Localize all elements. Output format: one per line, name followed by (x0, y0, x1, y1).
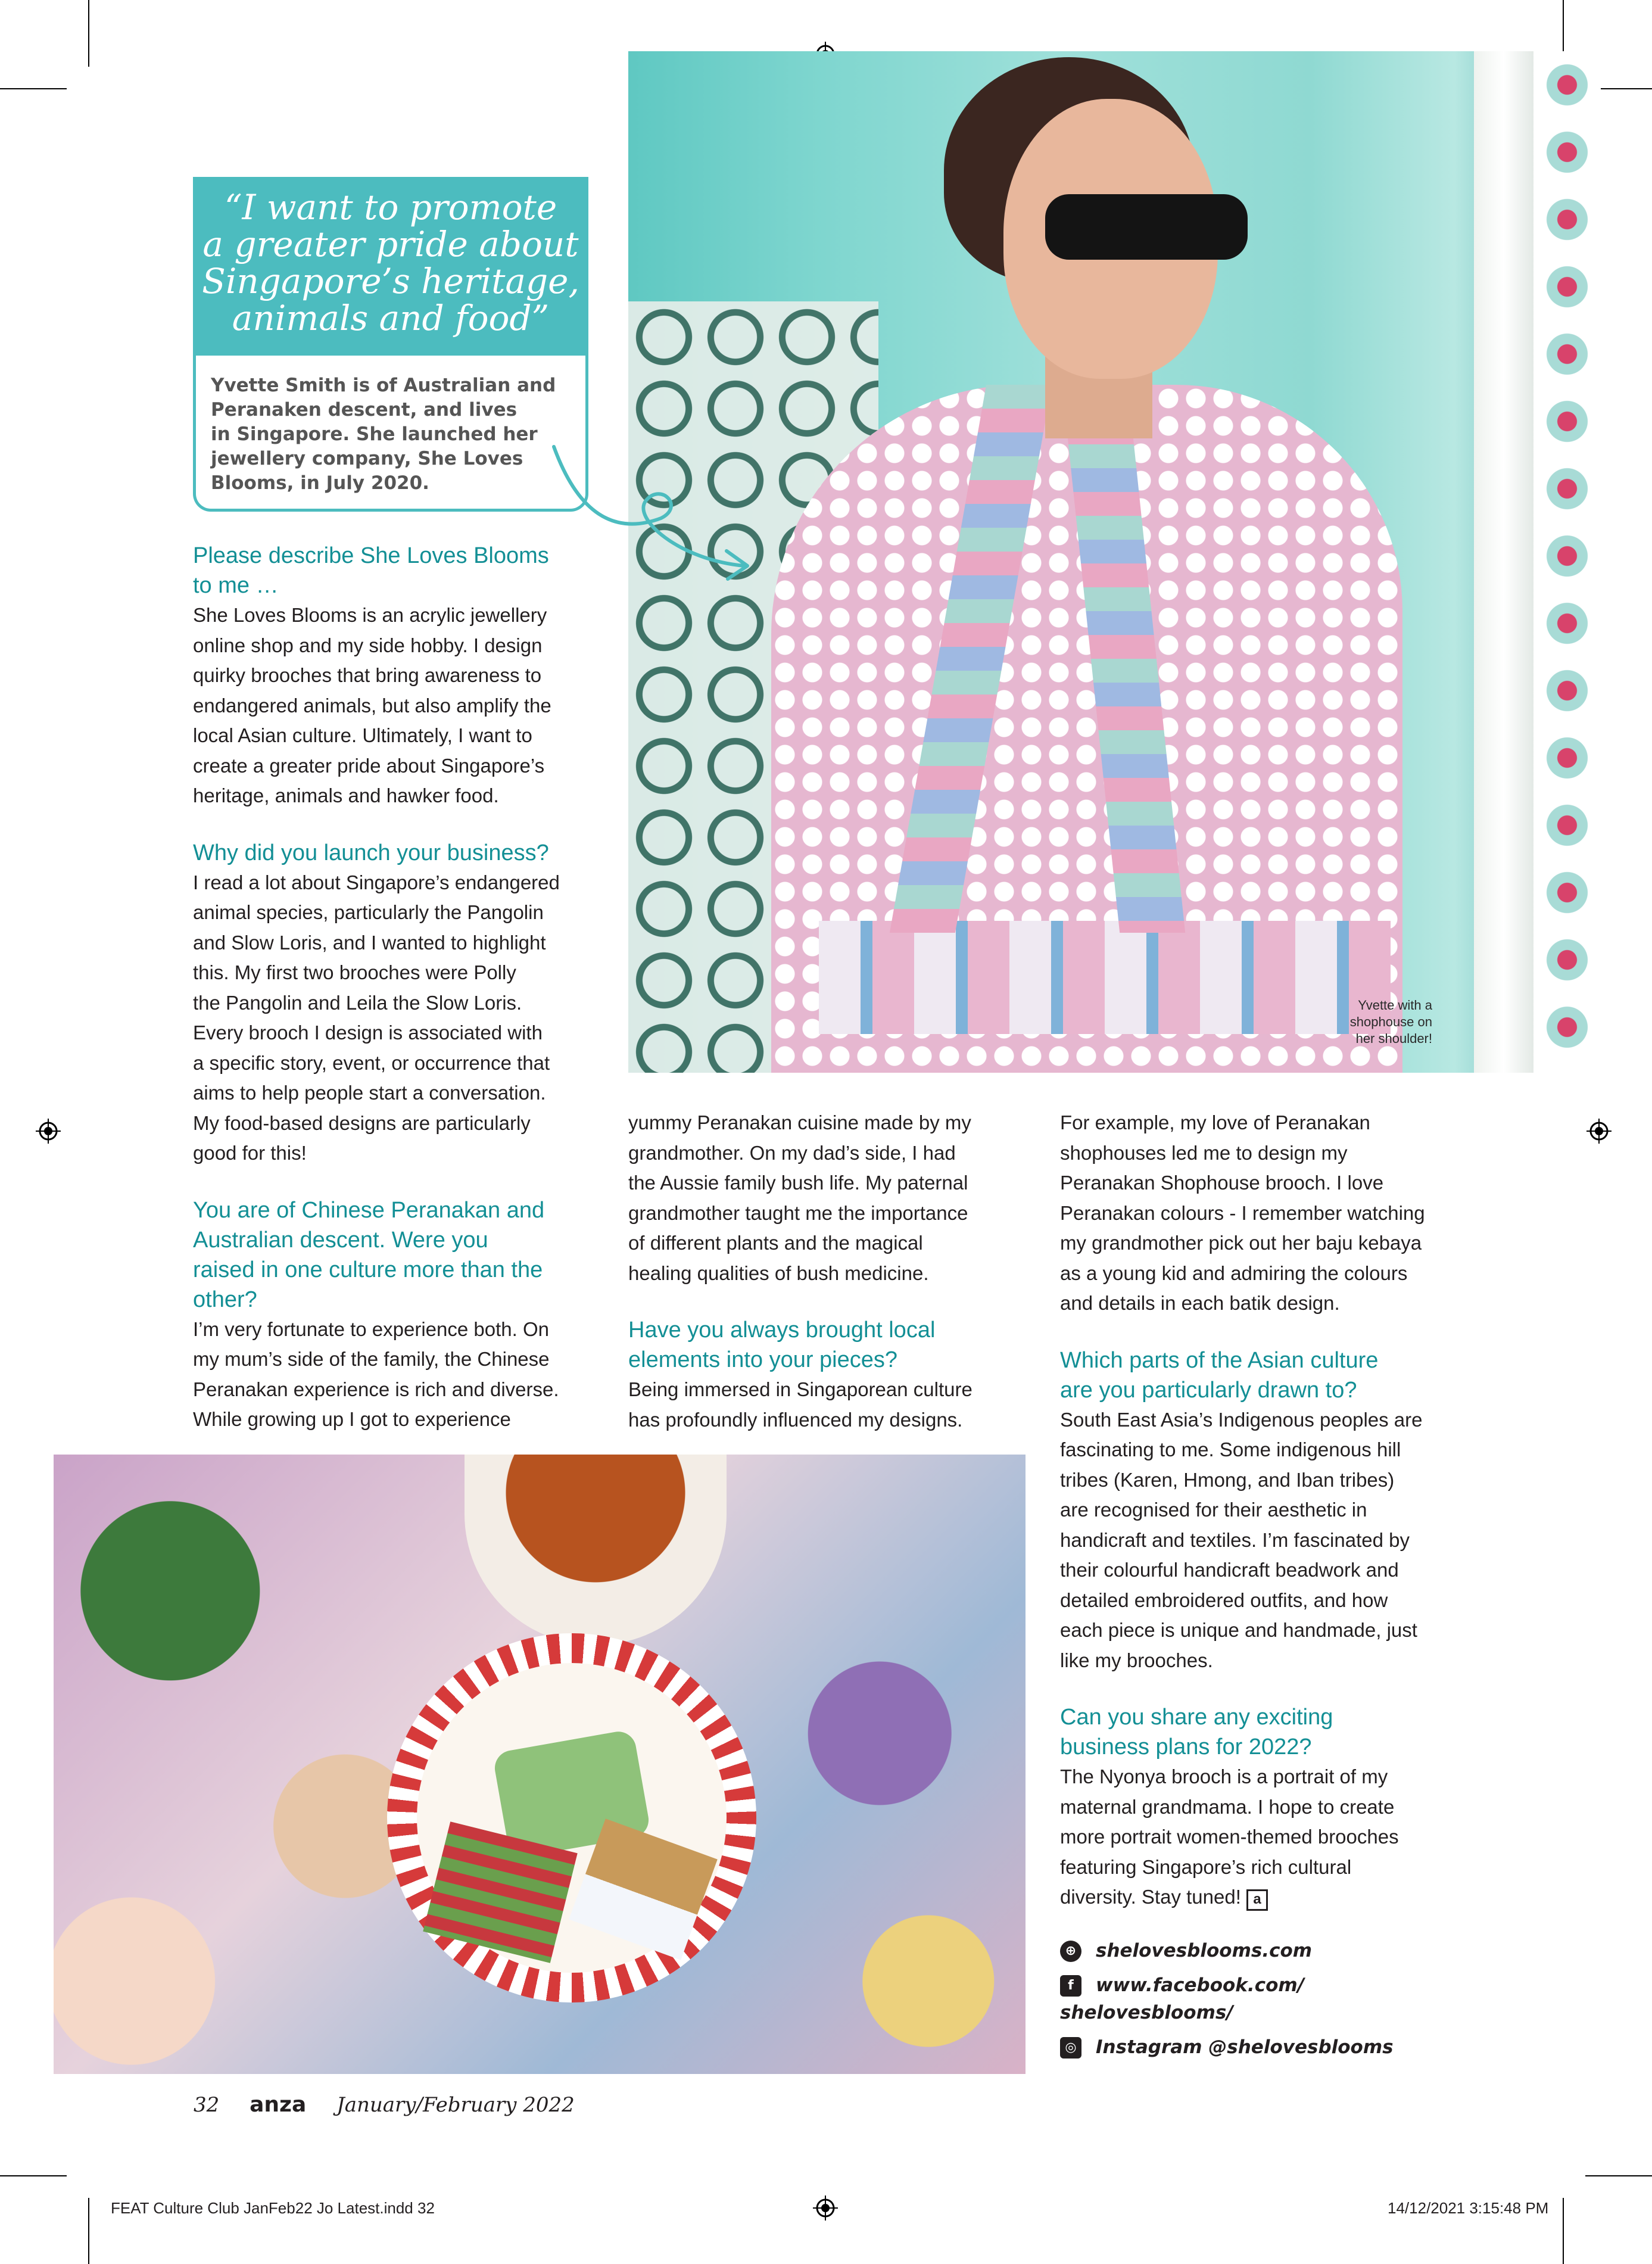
crop-mark (0, 2175, 67, 2176)
text-line-end: diversity. Stay tuned! (1060, 1886, 1241, 1908)
photo-sunglasses (1045, 194, 1248, 260)
text-line (1060, 1882, 1477, 1913)
instagram-link[interactable] (1060, 2033, 1477, 2061)
text-line: the Pangolin and Leila the Slow Loris. (193, 991, 522, 1014)
registration-mark-icon (813, 2196, 838, 2221)
crop-mark (0, 88, 67, 89)
text-line: aims to help people start a conversation. (193, 1082, 546, 1104)
text-line: maternal grandmama. I hope to create (1060, 1795, 1395, 1818)
facebook-link[interactable] (1060, 1972, 1477, 1999)
photo-white-column (1474, 51, 1533, 1073)
intro-line: Blooms, in July 2020. (211, 472, 429, 494)
question-heading (193, 838, 604, 868)
text-line: My food-based designs are particularly (193, 1111, 531, 1134)
globe-icon: ⊕ (1060, 1941, 1081, 1962)
facebook-link-cont[interactable] (1060, 1999, 1477, 2026)
text-line: Every brooch I design is associated with (193, 1022, 543, 1044)
instagram-text: Instagram @shelovesblooms (1096, 2036, 1394, 2058)
intro-line: jewellery company, She Loves (211, 448, 523, 469)
photo-sash (819, 921, 1391, 1034)
text-line: shophouses led me to design my (1060, 1141, 1348, 1164)
text-line: The Nyonya brooch is a portrait of my (1060, 1765, 1388, 1787)
heading-line: Please describe She Loves Blooms (193, 543, 549, 568)
text-line: tribes (Karen, Hmong, and Iban tribes) (1060, 1468, 1395, 1491)
heading-line: Have you always brought local (628, 1318, 936, 1343)
text-line: grandmother. On my dad’s side, I had (628, 1141, 956, 1164)
caption-line: shophouse on (1349, 1014, 1432, 1029)
heading-line: business plans for 2022? (1060, 1734, 1312, 1759)
answer-paragraph (628, 1375, 1021, 1435)
registration-mark-icon (1586, 1119, 1612, 1144)
text-line: endangered animals, but also amplify the (193, 694, 551, 717)
text-line: my grandmother pick out her baju kebaya (1060, 1232, 1422, 1254)
heading-line: are you particularly drawn to? (1060, 1377, 1357, 1403)
question-heading (1060, 1346, 1477, 1405)
registration-mark-icon (36, 1119, 61, 1144)
text-line: the Aussie family bush life. My paternal (628, 1172, 968, 1194)
instagram-icon: ◎ (1060, 2037, 1081, 2059)
heading-line: Which parts of the Asian culture (1060, 1347, 1379, 1373)
intro-line: Yvette Smith is of Australian and (211, 375, 556, 396)
heading-line: raised in one culture more than the (193, 1257, 543, 1282)
caption-line: her shoulder! (1355, 1031, 1432, 1046)
main-portrait-photo (628, 51, 1601, 1073)
page-number: 32 (194, 2093, 220, 2117)
photo-tile-strip (1533, 51, 1601, 1073)
pull-quote-line: a greater pride about (202, 224, 579, 264)
text-line: featuring Singapore’s rich cultural (1060, 1855, 1352, 1878)
text-line: While growing up I got to experience (193, 1408, 511, 1430)
question-heading (628, 1315, 1021, 1375)
text-line: this. My first two brooches were Polly (193, 961, 516, 983)
question-heading (193, 1195, 604, 1315)
text-line: I read a lot about Singapore’s endangered (193, 871, 560, 893)
column-1 (193, 541, 604, 1435)
pull-quote-line: animals and food” (232, 298, 550, 338)
text-line: Being immersed in Singaporean culture (628, 1378, 973, 1400)
pull-quote (193, 177, 588, 356)
text-line: more portrait women-themed brooches (1060, 1826, 1399, 1848)
text-line: I’m very fortunate to experience both. On (193, 1318, 549, 1340)
text-line: South East Asia’s Indigenous peoples are (1060, 1408, 1423, 1431)
page-footer (194, 2092, 575, 2117)
pull-quote-line: “I want to promote (224, 187, 557, 228)
text-line: a specific story, event, or occurrence that (193, 1051, 550, 1074)
heading-line: other? (193, 1287, 257, 1312)
answer-paragraph (1060, 1108, 1477, 1319)
text-line: their colourful handicraft beadwork and (1060, 1559, 1399, 1581)
answer-paragraph (1060, 1405, 1477, 1676)
answer-paragraph (193, 1315, 604, 1435)
text-line: fascinating to me. Some indigenous hill (1060, 1438, 1401, 1460)
text-line: quirky brooches that bring awareness to (193, 664, 542, 686)
text-line: detailed embroidered outfits, and how (1060, 1589, 1388, 1611)
text-line: healing qualities of bush medicine. (628, 1262, 929, 1284)
crop-mark (1563, 2198, 1564, 2264)
end-mark-icon: a (1246, 1889, 1268, 1911)
intro-line: in Singapore. She launched her (211, 423, 538, 445)
contact-links (1060, 1937, 1477, 2061)
text-line: She Loves Blooms is an acrylic jewellery (193, 604, 547, 626)
magazine-brand: anza (250, 2092, 307, 2117)
website-text: shelovesblooms.com (1096, 1940, 1313, 1961)
text-line: heritage, animals and hawker food. (193, 784, 499, 806)
answer-paragraph (193, 868, 604, 1169)
text-line: For example, my love of Peranakan (1060, 1111, 1370, 1133)
question-heading (1060, 1702, 1477, 1762)
answer-paragraph (193, 600, 604, 811)
text-line: Peranakan Shophouse brooch. I love (1060, 1172, 1384, 1194)
text-line: create a greater pride about Singapore’s (193, 754, 545, 777)
text-line: like my brooches. (1060, 1649, 1213, 1671)
heading-line: Can you share any exciting (1060, 1705, 1333, 1730)
text-line: and details in each batik design. (1060, 1292, 1340, 1314)
text-line: and Slow Loris, and I wanted to highlight (193, 931, 546, 954)
website-link[interactable] (1060, 1937, 1477, 1964)
text-line: grandmother taught me the importance (628, 1201, 968, 1224)
heading-line: Australian descent. Were you (193, 1227, 488, 1253)
text-line: Peranakan colours - I remember watching (1060, 1201, 1425, 1224)
text-line: handicraft and textiles. I’m fascinated by (1060, 1528, 1410, 1551)
intro-box (193, 356, 588, 512)
heading-line: elements into your pieces? (628, 1347, 898, 1372)
caption-line: Yvette with a (1358, 998, 1432, 1013)
text-line: Peranakan experience is rich and diverse. (193, 1378, 559, 1400)
brooch-flatlay-photo (54, 1455, 1026, 2074)
pull-quote-line: Singapore’s heritage, (202, 261, 579, 301)
photo-caption (1325, 997, 1432, 1047)
issue-date: January/February 2022 (336, 2093, 575, 2117)
intro-line: Peranaken descent, and lives (211, 399, 518, 421)
heading-line: You are of Chinese Peranakan and (193, 1197, 545, 1223)
text-line: as a young kid and admiring the colours (1060, 1262, 1408, 1284)
crop-mark (88, 0, 89, 67)
answer-paragraph (1060, 1762, 1477, 1913)
text-line: online shop and my side hobby. I design (193, 634, 543, 656)
text-line: has profoundly influenced my designs. (628, 1408, 963, 1431)
slug-date: 14/12/2021 3:15:48 PM (1388, 2199, 1549, 2217)
text-line: each piece is unique and handmade, just (1060, 1619, 1417, 1641)
text-line: are recognised for their aesthetic in (1060, 1499, 1367, 1521)
facebook-icon: f (1060, 1975, 1081, 1997)
facebook-text: www.facebook.com/ (1096, 1975, 1304, 1996)
text-line: my mum’s side of the family, the Chinese (193, 1348, 550, 1370)
column-2 (628, 1108, 1021, 1435)
text-line: good for this! (193, 1142, 307, 1164)
facebook-text: shelovesblooms/ (1060, 2002, 1233, 2023)
text-line: animal species, particularly the Pangolin (193, 901, 544, 923)
photo-teacup (465, 1455, 727, 1645)
text-line: of different plants and the magical (628, 1232, 923, 1254)
slug-file: FEAT Culture Club JanFeb22 Jo Latest.indd 32 (111, 2199, 435, 2217)
question-heading (193, 541, 604, 600)
text-line: yummy Peranakan cuisine made by my (628, 1111, 971, 1133)
crop-mark (1585, 2175, 1652, 2176)
answer-paragraph (628, 1108, 1021, 1288)
crop-mark (88, 2198, 89, 2264)
text-line: local Asian culture. Ultimately, I want to (193, 724, 532, 746)
heading-line: Why did you launch your business? (193, 840, 549, 865)
heading-line: to me … (193, 573, 279, 598)
column-3 (1060, 1108, 1477, 1913)
